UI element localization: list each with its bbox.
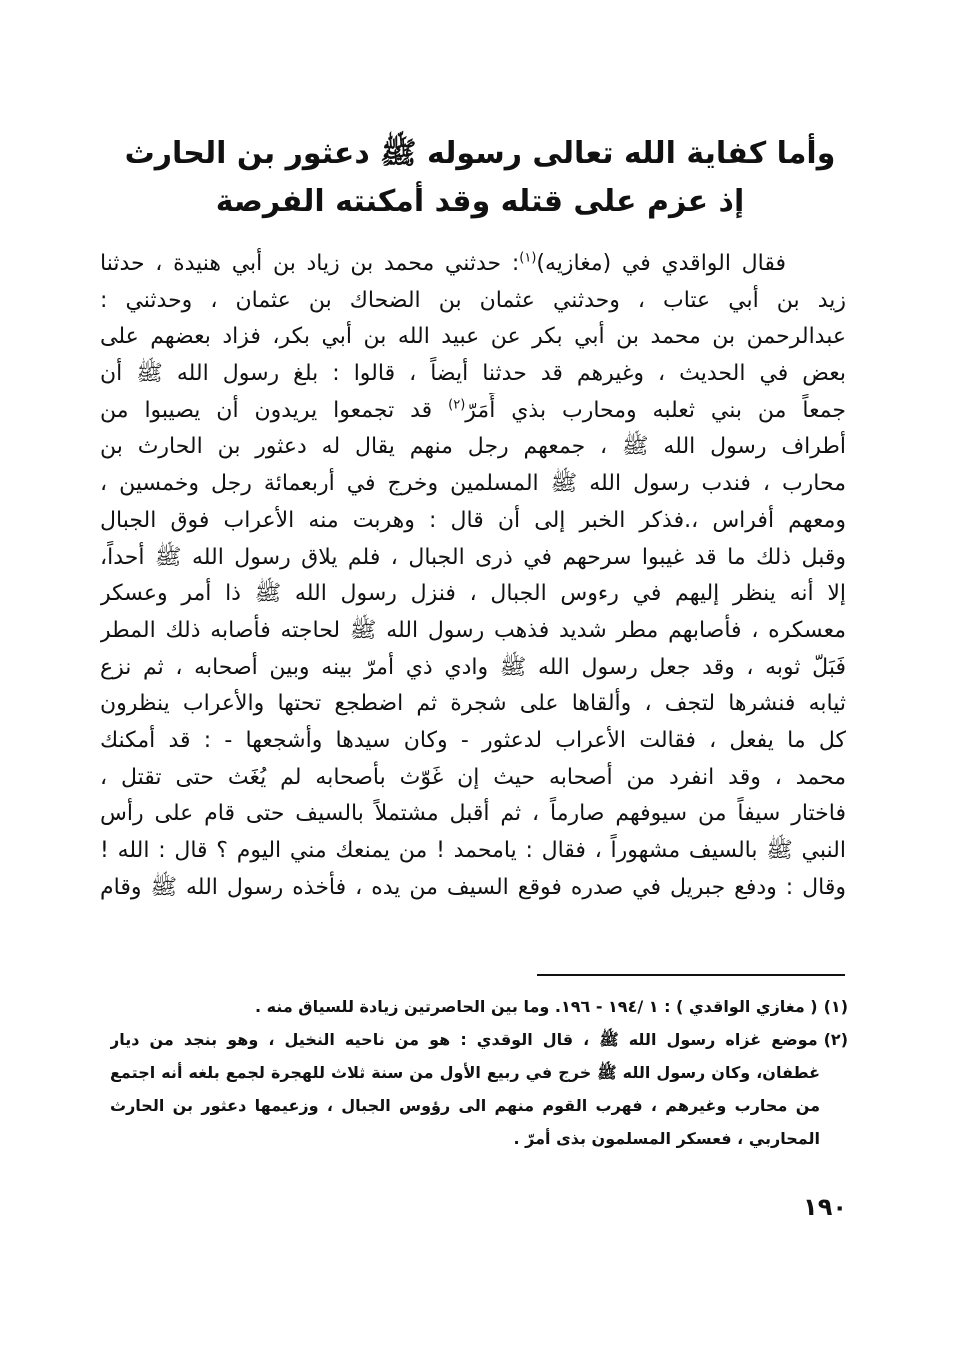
footnote-2 (110, 1023, 848, 1056)
body-line: ومعهم أفراس ،.فذكر الخبر إلى أن قال : وهربت منه الأعراب فوق الجبال (100, 507, 846, 533)
body-line-5-suffix: قد تجمعوا يريدون أن يصيبوا من (100, 397, 449, 423)
body-line: محمد ، وقد انفرد من أصحابه حيث إن غَوّث بأصحابه لم يُغَث حتى تقتل ، (100, 764, 846, 790)
body-line: زيد بن أبي عتاب ، وحدثني عثمان بن الضحاك بن عثمان ، وحدثني : (100, 287, 846, 313)
footnote-separator (537, 974, 845, 976)
body-line: وقبل ذلك ما قد غيبوا سرحهم في ذرى الجبال ، فلم يلاق رسول الله ﷺ أحداً، (100, 544, 846, 570)
body-line (100, 393, 846, 430)
body-line: عبدالرحمن بن محمد بن أبي بكر عن عبيد الله بن أبي بكر، فزاد بعضهم على (100, 324, 846, 350)
body-line: كل ما يفعل ، فقالت الأعراب لدعثور - وكان سيدها وأشجعها - : قد أمكنك (100, 727, 846, 753)
body-line: فاختار سيفاً من سيوفهم صارماً ، ثم أقبل مشتملاً بالسيف حتى قام على رأس (100, 801, 846, 827)
body-line: معسكره ، فأصابهم مطر شديد فذهب رسول الله ﷺ لحاجته فأصابه ذلك المطر (100, 617, 846, 643)
footnote-ref-2: (٢) (448, 397, 466, 413)
footnote-1 (110, 990, 848, 1023)
footnote-2-line: غطفان، وكان رسول الله ﷺ خرج في ربيع الأول من سنة ثلاث للهجرة لجمع بلغه أنه اجتمع (110, 1063, 820, 1082)
title-line-2: إذ عزم على قتله وقد أمكنته الفرصة (215, 184, 745, 219)
body-line: أطراف رسول الله ﷺ ، جمعهم رجل منهم يقال له دعثور بن الحارث بن (100, 434, 846, 460)
body-line-5-prefix: جمعاً من بني ثعلبه ومحارب بذي أَمَرّ (465, 397, 846, 423)
body-line: ثيابه فنشرها لتجف ، وألقاها على شجرة ثم اضطجع تحتها والأعراب ينظرون (100, 691, 846, 717)
body-line: النبي ﷺ بالسيف مشهوراً ، فقال : يامحمد ! من يمنعك مني اليوم ؟ قال : الله ! (100, 838, 846, 863)
body-line: إلا أنه ينظر إليهم في رءوس الجبال ، فنزل رسول الله ﷺ ذا أمر وعسكر (100, 581, 846, 607)
body-text (100, 246, 846, 906)
body-line-1-suffix: : حدثني محمد بن زياد بن أبي هنيدة ، حدثنا (100, 251, 520, 276)
title-line-1: وأما كفاية الله تعالى رسوله ﷺ دعثور بن الحارث (124, 136, 836, 171)
footnote-2-number: (٢) (823, 1030, 848, 1049)
body-line: بعض في الحديث ، وغيرهم قد حدثنا أيضاً ، قالوا : بلغ رسول الله ﷺ أن (100, 361, 846, 387)
body-line: فَبَلّ ثوبه ، وقد جعل رسول الله ﷺ وادي ذي أمرّ بينه وبين أصحابه ، ثم نزع (100, 654, 846, 680)
footnote-ref-1: (١) (519, 250, 537, 266)
body-line: محارب ، فندب رسول الله ﷺ المسلمين وخرج في أربعمائة رجل وخمسين ، (100, 471, 846, 497)
footnote-1-text: ( مغازي الواقدي ) : ١ /١٩٤ - ١٩٦. وما بين الحاصرتين زيادة للسياق منه . (254, 997, 818, 1016)
footnotes (110, 990, 848, 1155)
footnote-2-line: من محارب وغيرهم ، فهرب القوم منهم الى رؤوس الجبال ، وزعيمها دعثور بن الحارث (110, 1096, 820, 1115)
footnote-1-number: (١) (823, 997, 848, 1016)
page-number: ١٩٠ (803, 1193, 847, 1221)
footnote-2-line: المحاربي ، فعسكر المسلمون بذى أمرّ . (513, 1129, 820, 1148)
chapter-title (110, 130, 850, 226)
body-line: وقال : ودفع جبريل في صدره فوقع السيف من يده ، فأخذه رسول الله ﷺ وقام (100, 874, 846, 900)
footnote-2-text: موضع غزاه رسول الله ﷺ ، قال الوقدي : هو من ناحيه النخيل ، وهو بنجد من ديار (110, 1030, 818, 1049)
body-line-1-prefix: فقال الواقدي في (مغازيه) (536, 251, 786, 276)
body-line (100, 246, 846, 283)
